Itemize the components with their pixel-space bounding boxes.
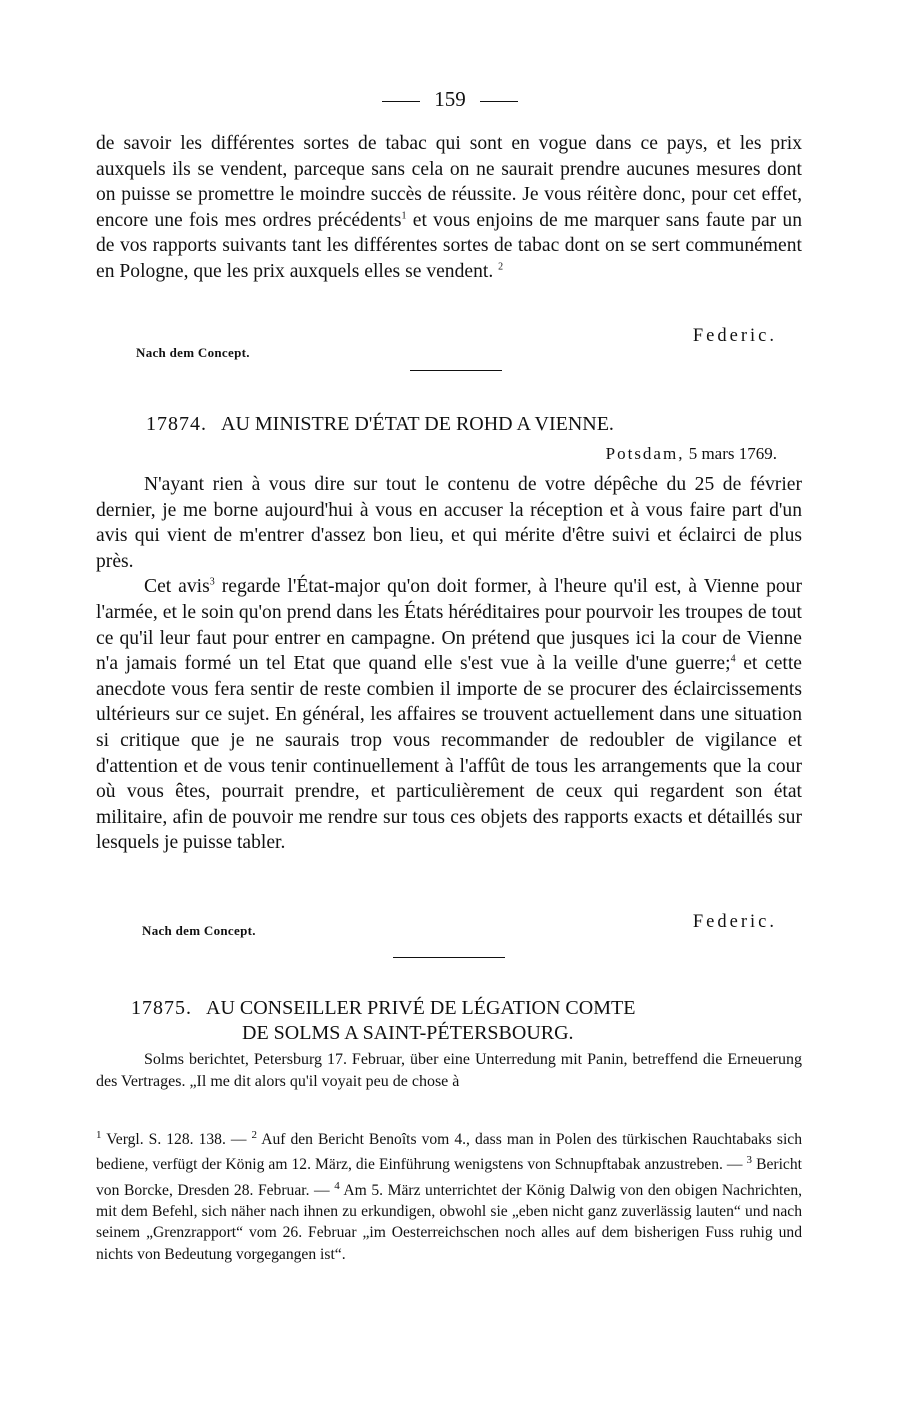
letter-title: AU MINISTRE D'ÉTAT DE ROHD A VIENNE. xyxy=(221,413,614,435)
text-run: regarde l'État-major qu'on doit former, à l'heure qu'il est, à Vienne pour l'armée, et le soin qu'on prend dans les États héréditaires pour pourvoir les troupes de tout ce qu'il leur faut pour entrer en campagne. On prétend que jusques ici la cour de Vienne n'a jamais formé un tel Etat que quand elle s'est vue à la veille d'une guerre; xyxy=(96,576,802,675)
text-run: Cet avis xyxy=(144,576,210,598)
letter-summary: Solms berichtet, Petersburg 17. Februar, über eine Unterredung mit Panin, betreffend die Erneuerung des Vertrages. „Il me dit alors qu'il voyait peu de chose à xyxy=(96,1051,802,1090)
paragraph xyxy=(96,574,802,856)
footnote-text: Am 5. März unterrichtet der König Dalwig von den obigen Nachrichten, mit dem Befehl, sich näher nach ihnen zu erkundigen, obwohl sie „eben nicht ganz zuverlässig lauten“ und nach seinem „Grenzrapport“ vom 26. Februar „im Oesterreichschen noch alles auf dem bisherigen Fuss ruhig und nichts von Bedeutung vorgegangen ist“. xyxy=(96,1181,803,1263)
footnote-mark: 1 xyxy=(96,1129,102,1141)
header-dash-left xyxy=(382,101,420,102)
footnotes xyxy=(96,1125,802,1265)
letter-body xyxy=(96,472,802,856)
footnote-ref: 1 xyxy=(401,210,407,222)
signature: Federic. xyxy=(692,326,777,346)
page-header xyxy=(0,86,900,112)
footnote-mark: 4 xyxy=(334,1179,340,1192)
text-line: succès de réussite. Je vous réitère donc, pour cet effet, encore une xyxy=(96,184,802,231)
footnote-text: Bericht von Borcke, Dresden 28. Februar. — xyxy=(96,1156,802,1199)
signature: Federic. xyxy=(692,912,777,932)
footnote-ref: 2 xyxy=(498,261,504,273)
text-line: et vous enjoins de me marquer sans faute xyxy=(412,209,745,231)
footnote-text: Auf den Bericht Benoîts vom 4., dass man in Polen des türkischen Rauchtabaks sich bediene, verfügt der König am 12. März, die Einführung wenigstens von Schnupftabak anzustreben. — xyxy=(96,1131,803,1174)
letter-number: 17874. xyxy=(146,413,207,435)
letter-date: 5 mars 1769. xyxy=(688,444,777,463)
text-line: N'ayant rien à vous dire sur tout le contenu de votre dépêche du xyxy=(144,474,687,495)
text-line: pays, et les prix auxquels ils se vendent, parceque sans cela on ne xyxy=(96,133,802,180)
footnote-text: Vergl. S. 128. 138. — xyxy=(106,1131,247,1149)
paragraph xyxy=(96,472,802,574)
source-note: Nach dem Concept. xyxy=(142,923,256,938)
footnote-mark: 3 xyxy=(746,1154,753,1167)
text-line: fois mes ordres précédents xyxy=(189,209,402,231)
continuation-paragraph xyxy=(96,131,802,285)
section-divider xyxy=(393,957,505,958)
text-line: vendent. xyxy=(426,260,494,282)
text-line: par un de vos rapports suivants tant les différentes sortes de tabac dont xyxy=(96,209,803,257)
letter-heading xyxy=(146,412,852,437)
text-line: bon lieu, et qui mérite d'être suivi et éclairci de plus près. xyxy=(96,525,802,572)
text-line: saurait prendre aucunes mesures dont on puisse se promettre le moindre xyxy=(96,158,802,206)
letter-heading xyxy=(131,996,837,1021)
section-divider xyxy=(410,370,502,371)
text-line: réception et à vous faire part d'un avis qui vient de m'entrer d'assez xyxy=(96,499,802,547)
letter-title: AU CONSEILLER PRIVÉ DE LÉGATION COMTE xyxy=(206,997,636,1019)
letter-place-date xyxy=(606,443,777,465)
letter-place: Potsdam, xyxy=(605,444,685,463)
text-line: 25 de février dernier, je me borne aujourd'hui à vous en accuser la xyxy=(96,474,802,521)
text-line: on se sert communément en Pologne, que les prix auxquels elles se xyxy=(96,235,802,282)
text-run: et cette anecdote vous fera sentir de reste combien il importe de se procurer des éclaircissements ultérieurs sur ce sujet. En général, les affaires se trouvent actuellement dans une situation si critique que je ne saurais trop vous recommander de redoubler de vigilance et d'attention et de vous tenir continuellement à l'affût de tous les arrangements que la cour où vous êtes, pourrait prendre, et particulièrement de ceux qui regardent son état militaire, afin de pouvoir me rendre sur tous ces objets des rapports exacts et détaillés sur lesquels je puisse tabler. xyxy=(96,653,802,854)
footnote-mark: 2 xyxy=(251,1129,258,1141)
text-line: de savoir les différentes sortes de tabac qui sont en vogue dans ce xyxy=(96,133,658,154)
letter-title-line2: DE SOLMS A SAINT-PÉTERSBOURG. xyxy=(242,1022,574,1044)
page-number: 159 xyxy=(434,87,466,111)
header-dash-right xyxy=(480,101,518,102)
footnote-ref: 4 xyxy=(730,653,736,665)
letter-number: 17875. xyxy=(131,997,192,1019)
source-note: Nach dem Concept. xyxy=(136,345,250,360)
footnote-ref: 3 xyxy=(209,576,215,588)
